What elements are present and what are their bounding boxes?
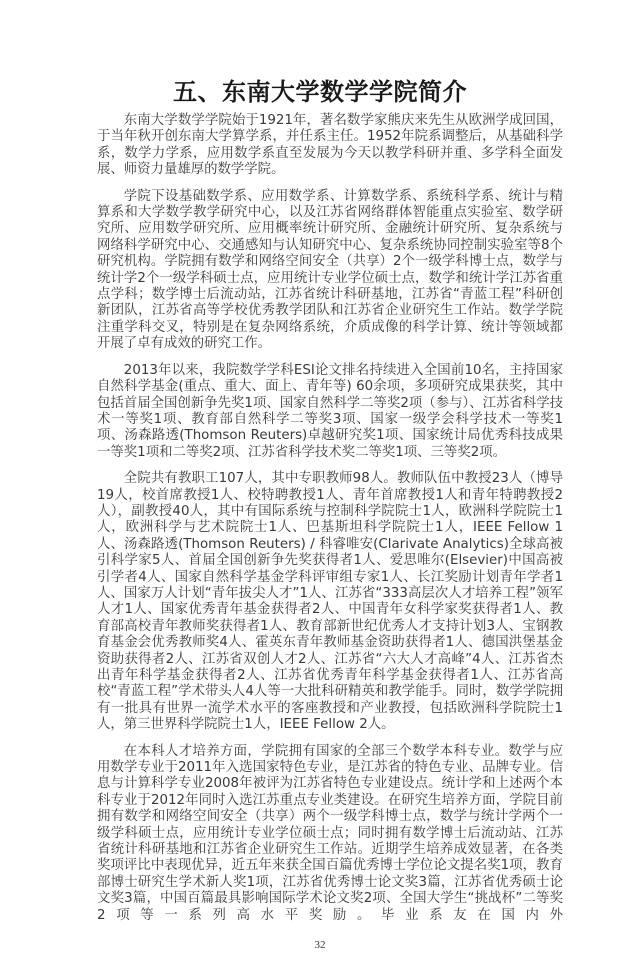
paragraph-faculty: 全院共有教职工107人，其中专职教师98人。教师队伍中教授23人（博导19人，校首席教授1人、校特聘教授1人、青年首席教授1人和青年特聘教授2人），副教授40人，其中有国际系统与控制科学院院士1人，欧洲科学院院士1人，欧洲科学与艺术院院士1人、巴基斯坦科学院院士1人，IEEE Fellow 1人、汤森路透(Thomson Reuters) / 科睿唯安(Clarivate Analytics)全球高被引科学家5人、首届全国创新争先奖获得者1人、爱思唯尔(Elsevier)中国高被引学者4人、国家自然科学基金学科评审组专家1人、长江奖励计划青年学者1人、国家万人计划“青年拔尖人才”1人、江苏省“333高层次人才培养工程”领军人才1人、国家优秀青年基金获得者2人、中国青年女科学家奖获得者1人、教育部高校青年教师奖获得者1人、教育部新世纪优秀人才支持计划3人、宝钢教育基金会优秀教师奖4人、霍英东青年教师基金资助获得者1人、德国洪堡基金资助获得者2人、江苏省双创人才2人、江苏省“六大人才高峰”4人、江苏省杰出青年科学基金获得者2人、江苏省优秀青年科学基金获得者1人、江苏省高校“青蓝工程”学术带头人4人等一大批科研精英和教学能手。同时，数学学院拥有一批具有世界一流学术水平的客座教授和产业教授，包括欧洲科学院院士1人，第三世界科学院院士1人，IEEE Fellow 2人。 <box>97 471 563 733</box>
paragraph-education: 在本科人才培养方面，学院拥有国家的全部三个数学本科专业。数学与应用数学专业于2011年入选国家特色专业，是江苏省的特色专业、品牌专业。信息与计算科学专业2008年被评为江苏省特色专业建设点。统计学和上述两个本科专业于2012年同时入选江苏重点专业类建设。在研究生培养方面，学院目前拥有数学和网络空间安全（共享）两个一级学科博士点，数学与统计学两个一级学科硕士点，应用统计专业学位硕士点；同时拥有数学博士后流动站、江苏省统计科研基地和江苏省企业研究生工作站。近期学生培养成效显著，在各类奖项评比中表现优异，近五年来获全国百篇优秀博士学位论文提名奖1项，教育部博士研究生学术新人奖1项，江苏省优秀博士论文奖3篇，江苏省优秀硕士论文奖3篇，中国百篇最具影响国际学术论文奖2项、全国大学生“挑战杯”二等奖2项等一系列高水平奖励。毕业系友在国内外 <box>97 743 563 923</box>
paragraph-research-achievements: 2013年以来，我院数学学科ESI论文排名持续进入全国前10名，主持国家自然科学基金(重点、重大、面上、青年等) 60余项，多项研究成果获奖，其中包括首届全国创新争先奖1项、国家自然科学二等奖2项（参与）、江苏省科学技术一等奖1项、教育部自然科学二等奖3项、国家一级学会科学技术一等奖1项、汤森路透(Thomson Reuters)卓越研究奖1项、国家统计局优秀科技成果一等奖1项和二等奖2项、江苏省科学技术奖二等奖1项、三等奖2项。 <box>97 362 563 460</box>
document-body <box>97 113 563 924</box>
page-title: 五、东南大学数学学院简介 <box>173 78 467 106</box>
page-number: 32 <box>314 939 326 952</box>
paragraph-departments: 学院下设基础数学系、应用数学系、计算数学系、系统科学系、统计与精算系和大学数学教学研究中心，以及江苏省网络群体智能重点实验室、数学研究所、应用数学研究所、应用概率统计研究所、金融统计研究所、复杂系统与网络科学研究中心、交通感知与认知研究中心、复杂系统协同控制实验室等8个研究机构。学院拥有数学和网络空间安全（共享）2个一级学科博士点，数学与统计学2个一级学科硕士点，应用统计专业学位硕士点，数学和统计学江苏省重点学科；数学博士后流动站，江苏省统计科研基地，江苏省“青蓝工程”科研创新团队，江苏省高等学校优秀教学团队和江苏省企业研究生工作站。数学学院注重学科交叉，特别是在复杂网络系统，介质成像的科学计算、统计等领域都开展了卓有成效的研究工作。 <box>97 188 563 352</box>
paragraph-history: 东南大学数学学院始于1921年，著名数学家熊庆来先生从欧洲学成回国，于当年秋开创东南大学算学系，并任系主任。1952年院系调整后，从基础科学系，数学力学系，应用数学系直至发展为今天以教学科研并重、多学科全面发展、师资力量雄厚的数学学院。 <box>97 113 563 178</box>
